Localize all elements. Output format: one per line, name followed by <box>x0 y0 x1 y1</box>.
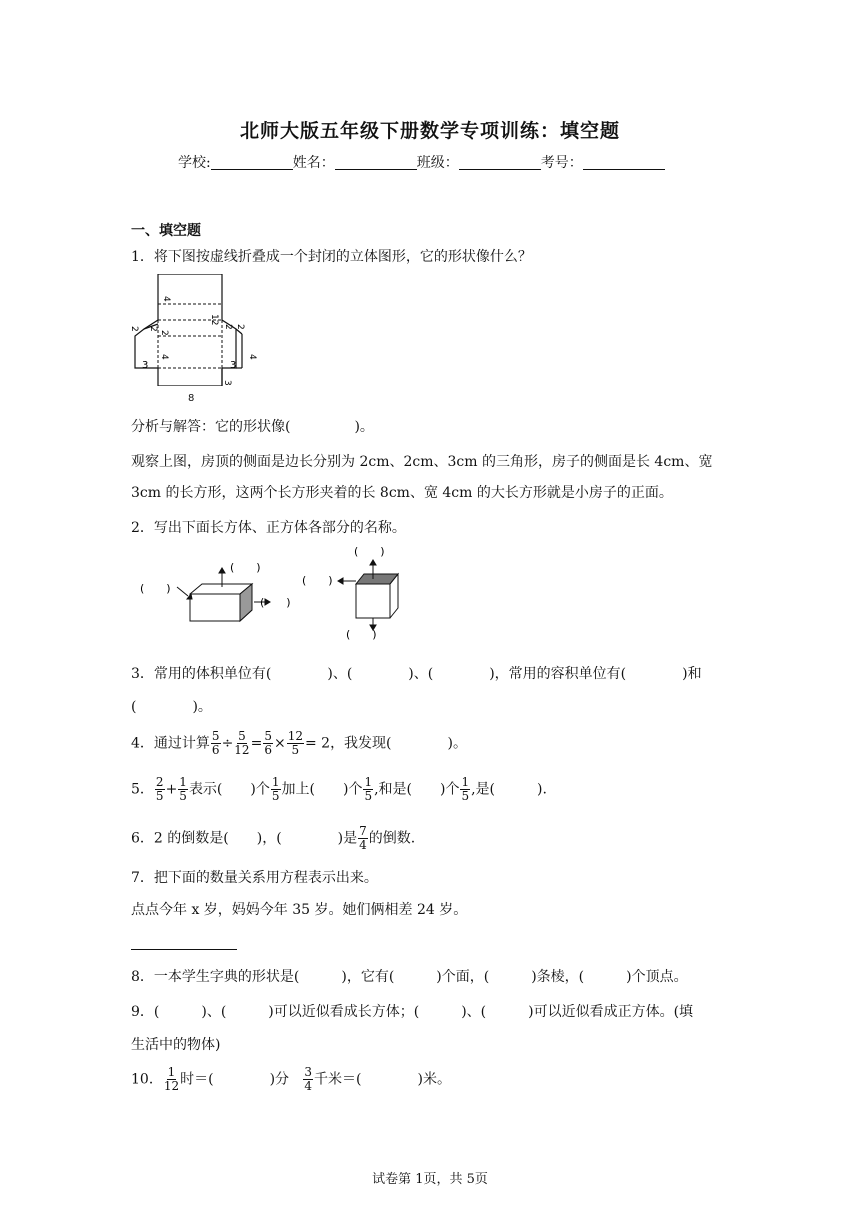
cuboid-top-label: ( ) <box>230 561 261 574</box>
fraction-1-5c: $\frac{1}{5}$ <box>364 775 373 803</box>
label-12: 12 <box>209 314 219 326</box>
question-4: 4．通过计算 $\frac{5}{6}$ ÷ $\frac{5}{12}$ = $\frac{5}{6}$ × $\frac{12}{5}$ = 2，我发现( )。 <box>131 729 467 757</box>
student-info-row <box>178 152 665 172</box>
fraction-2-5: $\frac{2}{5}$ <box>155 775 164 803</box>
question-5: 5． $\frac{2}{5}$ + $\frac{1}{5}$ 表示( )个 $\frac{1}{5}$ 加上( )个 $\frac{1}{5}$ ,和是( )个 $\frac{1}{5}$ ,是( ). <box>131 775 547 803</box>
label-left-3: 3 <box>142 360 149 371</box>
page-footer: 试卷第 1页，共 5页 <box>372 1172 488 1187</box>
label-inner-2: 2 <box>159 330 169 336</box>
question-9-line-1: 9．( )、( )可以近似看成长方体；( )、( )可以近似看成正方体。(填 <box>131 1004 694 1020</box>
label-top-4: 4 <box>161 296 171 302</box>
label-bottom-8: 8 <box>188 393 195 404</box>
cube-front <box>356 584 390 618</box>
cube-bottom-label: ( ) <box>346 628 377 641</box>
fraction-5-6: $\frac{5}{6}$ <box>211 729 220 757</box>
cuboid-right-label: ( ) <box>260 596 291 609</box>
fraction-7-4: $\frac{7}{4}$ <box>359 824 367 852</box>
question-9-line-2: 生活中的物体) <box>131 1037 221 1053</box>
question-7-text: 7．把下面的数量关系用方程表示出来。 <box>131 870 378 886</box>
school-label: 学校: <box>178 155 211 171</box>
cuboid-cube-figure <box>130 544 420 648</box>
question-6: 6．2 的倒数是( )，( )是 $\frac{7}{4}$ 的倒数. <box>131 824 416 852</box>
question-3-line-2: ( )。 <box>131 699 212 715</box>
question-1-explain-2: 3cm 的长方形，这两个长方形夹着的长 8cm、宽 4cm 的大长方形就是小房子的正面。 <box>131 485 673 501</box>
section-title: 一、填空题 <box>131 223 201 239</box>
label-mid-4: 4 <box>159 354 169 360</box>
house-net-figure <box>128 274 268 386</box>
question-1-text: 1．将下图按虚线折叠成一个封闭的立体图形，它的形状像什么？ <box>131 249 532 265</box>
class-label: 班级： <box>416 155 459 171</box>
cuboid-right-face <box>240 584 252 621</box>
cuboid-front <box>190 594 240 621</box>
label-right-3: 3 <box>230 360 237 371</box>
fraction-1-5b: $\frac{1}{5}$ <box>271 775 280 803</box>
fraction-5-12: $\frac{5}{12}$ <box>234 729 250 757</box>
fraction-12-5: $\frac{12}{5}$ <box>287 729 303 757</box>
net-outline-left <box>135 274 158 368</box>
cube-top-label: ( ) <box>354 545 385 558</box>
question-8: 8．一本学生字典的形状是( )，它有( )个面，( )条棱，( )个顶点。 <box>131 969 688 985</box>
name-field[interactable] <box>335 154 417 170</box>
class-field[interactable] <box>459 154 541 170</box>
fraction-5-6b: $\frac{5}{6}$ <box>264 729 272 757</box>
cube-left-label: ( ) <box>302 574 333 587</box>
question-3-line-1: 3．常用的体积单位有( )、( )、( )，常用的容积单位有( )和 <box>131 666 702 682</box>
label-bottom-3: 3 <box>222 380 232 386</box>
question-10: 10． $\frac{1}{12}$ 时＝( )分 $\frac{3}{4}$ 千米＝( )米。 <box>131 1065 451 1093</box>
question-7-answer-line[interactable] <box>131 949 237 950</box>
exam-no-field[interactable] <box>583 154 665 170</box>
label-left-2b: 2 <box>148 326 158 332</box>
fraction-3-4: $\frac{3}{4}$ <box>304 1065 313 1093</box>
label-right-2b: 2 <box>235 324 245 330</box>
question-2-text: 2．写出下面长方体、正方体各部分的名称。 <box>131 520 406 536</box>
page-title: 北师大版五年级下册数学专项训练：填空题 <box>239 120 620 142</box>
cuboid-left-label: ( ) <box>140 582 171 595</box>
school-field[interactable] <box>211 154 293 170</box>
question-1-explain-1: 观察上图，房顶的侧面是边长分别为 2cm、2cm、3cm 的三角形，房子的侧面是长 4cm、宽 <box>131 454 713 470</box>
question-1-answer: 分析与解答：它的形状像( )。 <box>131 419 374 435</box>
question-7-detail: 点点今年 x 岁，妈妈今年 35 岁。她们俩相差 24 岁。 <box>131 902 468 918</box>
label-left-2: 2 <box>129 326 139 332</box>
label-right-4: 4 <box>247 354 257 360</box>
name-label: 姓名： <box>292 155 335 171</box>
fraction-1-12: $\frac{1}{12}$ <box>163 1065 180 1093</box>
fraction-1-5: $\frac{1}{5}$ <box>179 775 187 803</box>
exam-no-label: 考号： <box>540 155 583 171</box>
label-right-2: 2 <box>223 324 233 330</box>
fraction-1-5d: $\frac{1}{5}$ <box>461 775 470 803</box>
